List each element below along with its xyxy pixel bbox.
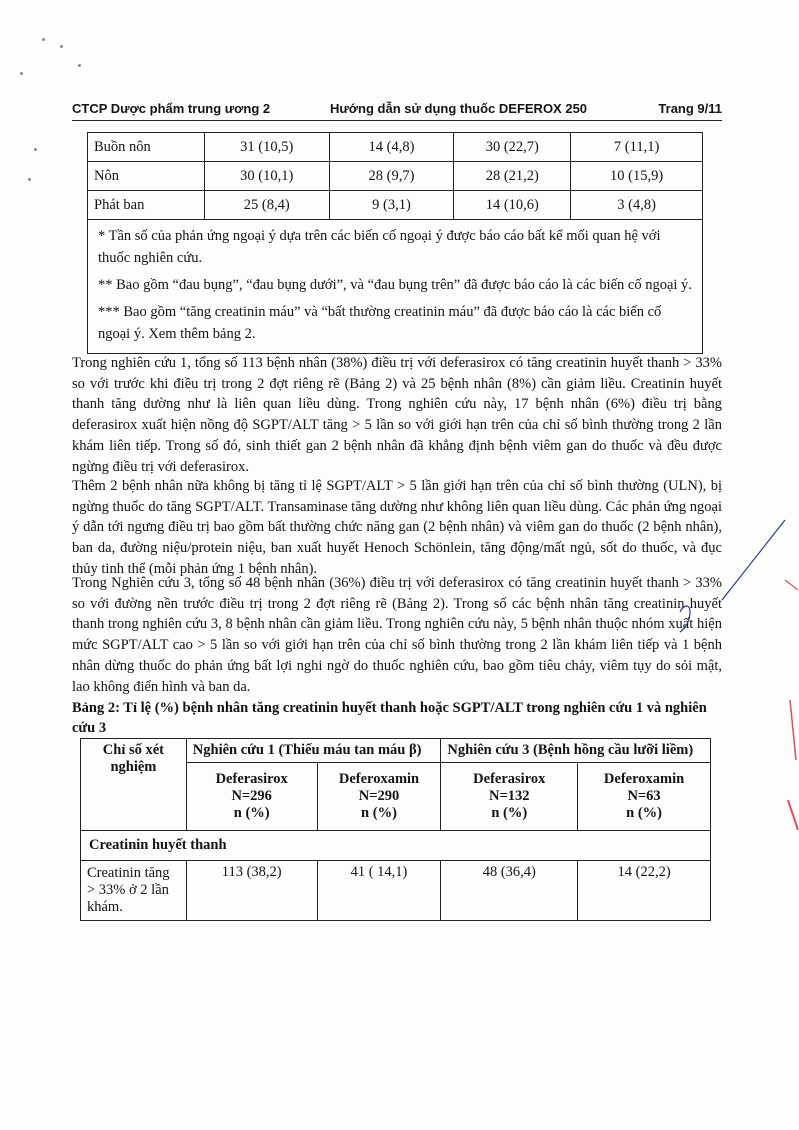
table-notes-row bbox=[88, 220, 703, 354]
unit-label: n (%) bbox=[361, 805, 397, 821]
row-label: Buồn nôn bbox=[88, 133, 205, 162]
table-cell: 28 (21,2) bbox=[454, 162, 571, 191]
subheader-cell bbox=[441, 763, 578, 831]
unit-label: n (%) bbox=[626, 805, 662, 821]
pen-stroke bbox=[722, 520, 785, 600]
paragraph-text: Thêm 2 bệnh nhân nữa không bị tăng tỉ lệ SGPT/ALT > 5 lần giới hạn trên của chỉ số bình thường (ULN), bị ngừng thuốc do tăng SGPT/ALT. Transaminase tăng dường như không liên quan liều dùng. Các phản ứng ngoại ý dẫn tới ngưng điều trị bao gồm bất thường chức năng gan (2 bệnh nhân) và viêm gan do thuốc (2 bệnh nhân), ban da, đường niệu/protein niệu, ban xuất huyết Henoch Schönlein, tăng động/mất ngủ, sốt do thuốc, và đục thủy tinh thể (mỗi phản ứng 1 bệnh nhân). bbox=[72, 478, 722, 577]
table-cell: 10 (15,9) bbox=[571, 162, 703, 191]
scan-speck bbox=[42, 38, 45, 41]
sample-size: N=296 bbox=[231, 788, 272, 804]
table-cell: 30 (22,7) bbox=[454, 133, 571, 162]
paragraph-text: Trong nghiên cứu 1, tổng số 113 bệnh nhân (38%) điều trị với deferasirox có tăng creatinin huyết thanh > 33% so với trước khi điều trị trong 2 đợt riêng rẽ (Bảng 2) và 25 bệnh nhân (8%) cần giảm liều. Creatinin huyết thanh tăng dường như là liên quan liều dùng. Trong nghiên cứu này, 17 bệnh nhân (6%) điều trị bằng deferasirox xuất hiện nồng độ SGPT/ALT tăng > 5 lần so với giới hạn trên của chỉ số bình thường trong 2 lần khám liên tiếp. Trong số đó, sinh thiết gan 2 bệnh nhân đã khẳng định bệnh viêm gan do thuốc và đều được ngừng điều trị với deferasirox. bbox=[72, 355, 722, 475]
stamp-fragment bbox=[790, 700, 796, 760]
table-row bbox=[88, 162, 703, 191]
scan-speck bbox=[78, 64, 81, 67]
sample-size: N=290 bbox=[358, 788, 400, 804]
table-cell: 28 (9,7) bbox=[329, 162, 454, 191]
drug-name: Deferasirox bbox=[215, 771, 288, 787]
header-rule bbox=[72, 120, 722, 121]
drug-name: Deferoxamin bbox=[338, 771, 420, 787]
footnote-2: ** Bao gồm “đau bụng”, “đau bụng dưới”, và “đau bụng trên” đã được báo cáo là các biến cố ngoại ý. bbox=[98, 277, 692, 293]
table-header-row bbox=[81, 739, 711, 763]
sample-size: N=132 bbox=[489, 788, 530, 804]
document-title: Hướng dẫn sử dụng thuốc DEFEROX 250 bbox=[330, 101, 588, 116]
section-label: Creatinin huyết thanh bbox=[81, 831, 711, 861]
row-label: Nôn bbox=[88, 162, 205, 191]
table-cell: 7 (11,1) bbox=[571, 133, 703, 162]
scan-speck bbox=[28, 178, 31, 181]
table-cell: 3 (4,8) bbox=[571, 191, 703, 220]
table-section-row bbox=[81, 831, 711, 861]
row-label: Creatinin tăng > 33% ở 2 lần khám. bbox=[81, 861, 187, 921]
unit-label: n (%) bbox=[491, 805, 528, 821]
page-header bbox=[72, 99, 722, 121]
table-notes bbox=[88, 220, 703, 354]
sample-size: N=63 bbox=[627, 788, 661, 804]
drug-name: Deferasirox bbox=[473, 771, 546, 787]
scan-speck bbox=[60, 45, 63, 48]
company-name: CTCP Dược phẩm trung ương 2 bbox=[72, 101, 271, 116]
column-header-test: Chỉ số xét nghiệm bbox=[81, 739, 187, 831]
stamp-fragment bbox=[788, 800, 798, 830]
stamp-fragment bbox=[785, 580, 798, 590]
drug-name: Deferoxamin bbox=[603, 771, 685, 787]
footnote-3: *** Bao gồm “tăng creatinin máu” và “bất thường creatinin máu” đã được báo cáo là các biến cố ngoại ý. Xem thêm bảng 2. bbox=[98, 304, 662, 342]
paragraph-study-3 bbox=[72, 573, 722, 697]
footnote-1: * Tần số của phản ứng ngoại ý dựa trên các biến cố ngoại ý được báo cáo bất kể mối quan hệ với thuốc nghiên cứu. bbox=[98, 228, 661, 266]
subheader-cell bbox=[186, 763, 317, 831]
table-cell: 14 (10,6) bbox=[454, 191, 571, 220]
paragraph-text: Trong Nghiên cứu 3, tổng số 48 bệnh nhân (36%) điều trị với deferasirox có tăng creatinin huyết thanh > 33% so với đường nền trước điều trị trong 2 đợt riêng rẽ (Bảng 2). Trong số các bệnh nhân tăng creatinin huyết thanh trong nghiên cứu 3, 8 bệnh nhân cần giảm liều. Trong nghiên cứu này, 5 bệnh nhân thuộc nhóm xuất hiện mức SGPT/ALT cao > 5 lần so với giới hạn trên của chỉ số bình thường trong 2 lần khám liên tiếp và 1 bệnh nhân dừng thuốc do phản ứng bất lợi nghi ngờ do thuốc nghiên cứu, bao gồm tiêu chảy, viêm tụy do sỏi mật, lao không điển hình và ban da. bbox=[72, 575, 722, 695]
table-cell: 48 (36,4) bbox=[441, 861, 578, 921]
scan-speck bbox=[34, 148, 37, 151]
paragraph-discontinuation bbox=[72, 476, 722, 580]
table-row bbox=[88, 191, 703, 220]
table-row bbox=[88, 133, 703, 162]
table-cell: 14 (4,8) bbox=[329, 133, 454, 162]
row-label: Phát ban bbox=[88, 191, 205, 220]
column-header-study-1: Nghiên cứu 1 (Thiếu máu tan máu β) bbox=[186, 739, 441, 763]
table-cell: 113 (38,2) bbox=[186, 861, 317, 921]
subheader-cell bbox=[578, 763, 711, 831]
table-2 bbox=[80, 738, 711, 921]
paragraph-study-1 bbox=[72, 353, 722, 477]
column-header-study-3: Nghiên cứu 3 (Bệnh hồng cầu lưỡi liềm) bbox=[441, 739, 711, 763]
adverse-reactions-table bbox=[87, 132, 703, 354]
page-number: Trang 9/11 bbox=[658, 101, 722, 116]
table-cell: 30 (10,1) bbox=[204, 162, 329, 191]
unit-label: n (%) bbox=[233, 805, 270, 821]
table-cell: 41 ( 14,1) bbox=[317, 861, 441, 921]
table-cell: 31 (10,5) bbox=[204, 133, 329, 162]
table-cell: 25 (8,4) bbox=[204, 191, 329, 220]
table-cell: 14 (22,2) bbox=[578, 861, 711, 921]
table-2-caption: Bảng 2: Tỉ lệ (%) bệnh nhân tăng creatinin huyết thanh hoặc SGPT/ALT trong nghiên cứu 1 và nghiên cứu 3 bbox=[72, 700, 707, 736]
table-cell: 9 (3,1) bbox=[329, 191, 454, 220]
scan-speck bbox=[20, 72, 23, 75]
table-row bbox=[81, 861, 711, 921]
subheader-cell bbox=[317, 763, 441, 831]
